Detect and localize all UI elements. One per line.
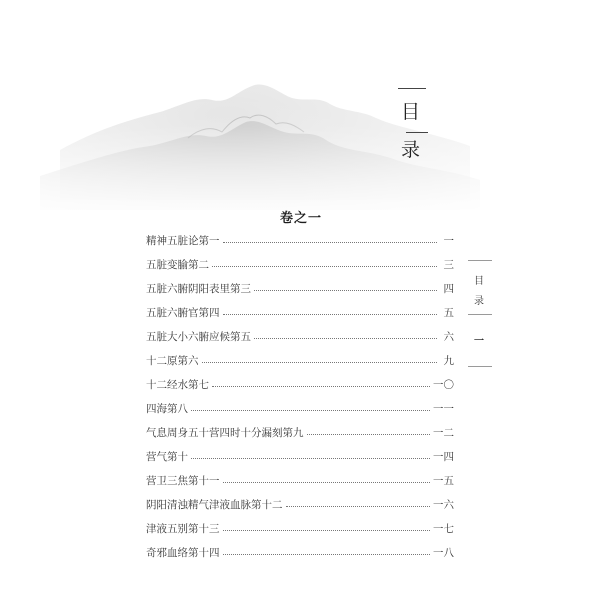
- toc-title: [396, 86, 432, 166]
- toc-entry-title: 五脏大小六腑应候第五: [146, 330, 251, 343]
- toc-entry[interactable]: [146, 540, 454, 564]
- toc-entry-title: 营卫三焦第十一: [146, 474, 220, 487]
- toc-entry-title: 奇邪血络第十四: [146, 546, 220, 559]
- toc-page-number: 一二: [433, 426, 454, 439]
- toc-page-number: 一四: [433, 450, 454, 463]
- dot-leader: [191, 458, 430, 459]
- toc-entry-title: 津液五别第十三: [146, 522, 220, 535]
- title-char-lu: 录: [401, 139, 421, 161]
- toc-entry[interactable]: [146, 276, 454, 300]
- toc-entry-title: 十二原第六: [146, 354, 199, 367]
- dot-leader: [202, 362, 438, 363]
- dot-leader: [223, 554, 431, 555]
- toc-page-number: 一七: [433, 522, 454, 535]
- dot-leader: [286, 506, 431, 507]
- toc-entry[interactable]: [146, 324, 454, 348]
- toc-entry[interactable]: [146, 252, 454, 276]
- side-rule-middle: [468, 314, 492, 315]
- toc-page-number: 六: [443, 330, 454, 343]
- dot-leader: [212, 266, 437, 267]
- toc-entry-title: 十二经水第七: [146, 378, 209, 391]
- toc-entry-title: 四海第八: [146, 402, 188, 415]
- dot-leader: [223, 242, 438, 243]
- dot-leader: [223, 314, 438, 315]
- dot-leader: [307, 434, 431, 435]
- dot-leader: [254, 290, 437, 291]
- toc-page-number: 一八: [433, 546, 454, 559]
- title-rule-top: [398, 88, 426, 89]
- toc-entry-title: 气息周身五十营四时十分漏刻第九: [146, 426, 304, 439]
- side-char-mu: 目: [474, 276, 484, 287]
- toc-entry-title: 五脏变腧第二: [146, 258, 209, 271]
- misty-mountains-illustration: [0, 0, 600, 230]
- dot-leader: [191, 410, 430, 411]
- toc-page-number: 一六: [433, 498, 454, 511]
- dot-leader: [212, 386, 430, 387]
- toc-entry-title: 营气第十: [146, 450, 188, 463]
- toc-page-number: 一〇: [433, 378, 454, 391]
- toc-page-number: 三: [443, 258, 454, 271]
- dot-leader: [223, 530, 431, 531]
- side-char-lu: 录: [474, 296, 484, 307]
- side-rule-top: [468, 260, 492, 261]
- toc-entry[interactable]: [146, 372, 454, 396]
- toc-page-number: 一五: [433, 474, 454, 487]
- toc-entry-title: 阴阳清浊精气津液血脉第十二: [146, 498, 283, 511]
- toc-entry-title: 五脏六腑官第四: [146, 306, 220, 319]
- toc-entry[interactable]: [146, 468, 454, 492]
- dot-leader: [223, 482, 431, 483]
- toc-entry-title: 五脏六腑阴阳表里第三: [146, 282, 251, 295]
- toc-entry[interactable]: [146, 444, 454, 468]
- side-rule-bottom: [468, 366, 492, 367]
- toc-page-number: 一一: [433, 402, 454, 415]
- toc-entry[interactable]: [146, 396, 454, 420]
- toc-entry[interactable]: [146, 348, 454, 372]
- dot-leader: [254, 338, 437, 339]
- volume-heading: 卷之一: [280, 211, 323, 226]
- toc-list: [146, 228, 454, 564]
- toc-entry[interactable]: [146, 300, 454, 324]
- toc-entry[interactable]: [146, 228, 454, 252]
- toc-page-number: 五: [443, 306, 454, 319]
- toc-page-number: 九: [443, 354, 454, 367]
- side-char-volume-number: 一: [474, 336, 484, 347]
- title-char-mu: 目: [401, 101, 421, 123]
- toc-entry[interactable]: [146, 492, 454, 516]
- toc-page-number: 一: [443, 234, 454, 247]
- side-running-header: [468, 258, 496, 378]
- toc-entry-title: 精神五脏论第一: [146, 234, 220, 247]
- title-rule-middle: [406, 132, 428, 133]
- toc-entry[interactable]: [146, 420, 454, 444]
- toc-page-number: 四: [443, 282, 454, 295]
- toc-entry[interactable]: [146, 516, 454, 540]
